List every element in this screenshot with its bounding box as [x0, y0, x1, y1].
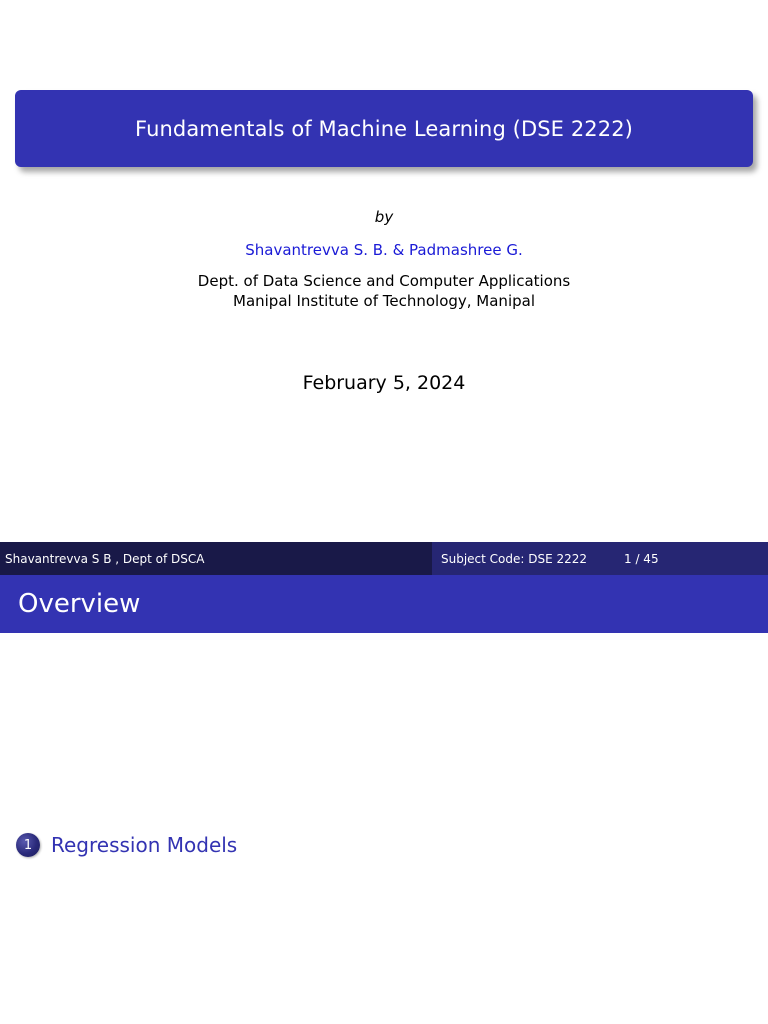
frame-title-bar: [0, 575, 768, 633]
frame-title: Overview: [18, 589, 141, 619]
by-line: by: [374, 208, 394, 226]
institute: [0, 271, 768, 311]
toc-item[interactable]: [16, 833, 237, 857]
institute-dept: Dept. of Data Science and Computer Applications: [197, 272, 571, 290]
toc-label[interactable]: Regression Models: [51, 833, 238, 857]
slide-footer: [0, 542, 768, 575]
presentation-title: Fundamentals of Machine Learning (DSE 2222): [135, 116, 633, 141]
footer-subject-code: Subject Code: DSE 2222: [441, 551, 588, 566]
footer-author-text: Shavantrevva S B , Dept of DSCA: [5, 551, 205, 566]
footer-info: [432, 542, 768, 575]
presentation-date: February 5, 2024: [302, 372, 466, 394]
authors[interactable]: Shavantrevva S. B. & Padmashree G.: [245, 241, 523, 259]
footer-author: [0, 542, 432, 575]
toc-number-ball: 1: [16, 833, 40, 857]
title-box: [15, 90, 753, 167]
institute-name: Manipal Institute of Technology, Manipal: [233, 292, 535, 310]
footer-page-number: 1 / 45: [624, 551, 659, 566]
